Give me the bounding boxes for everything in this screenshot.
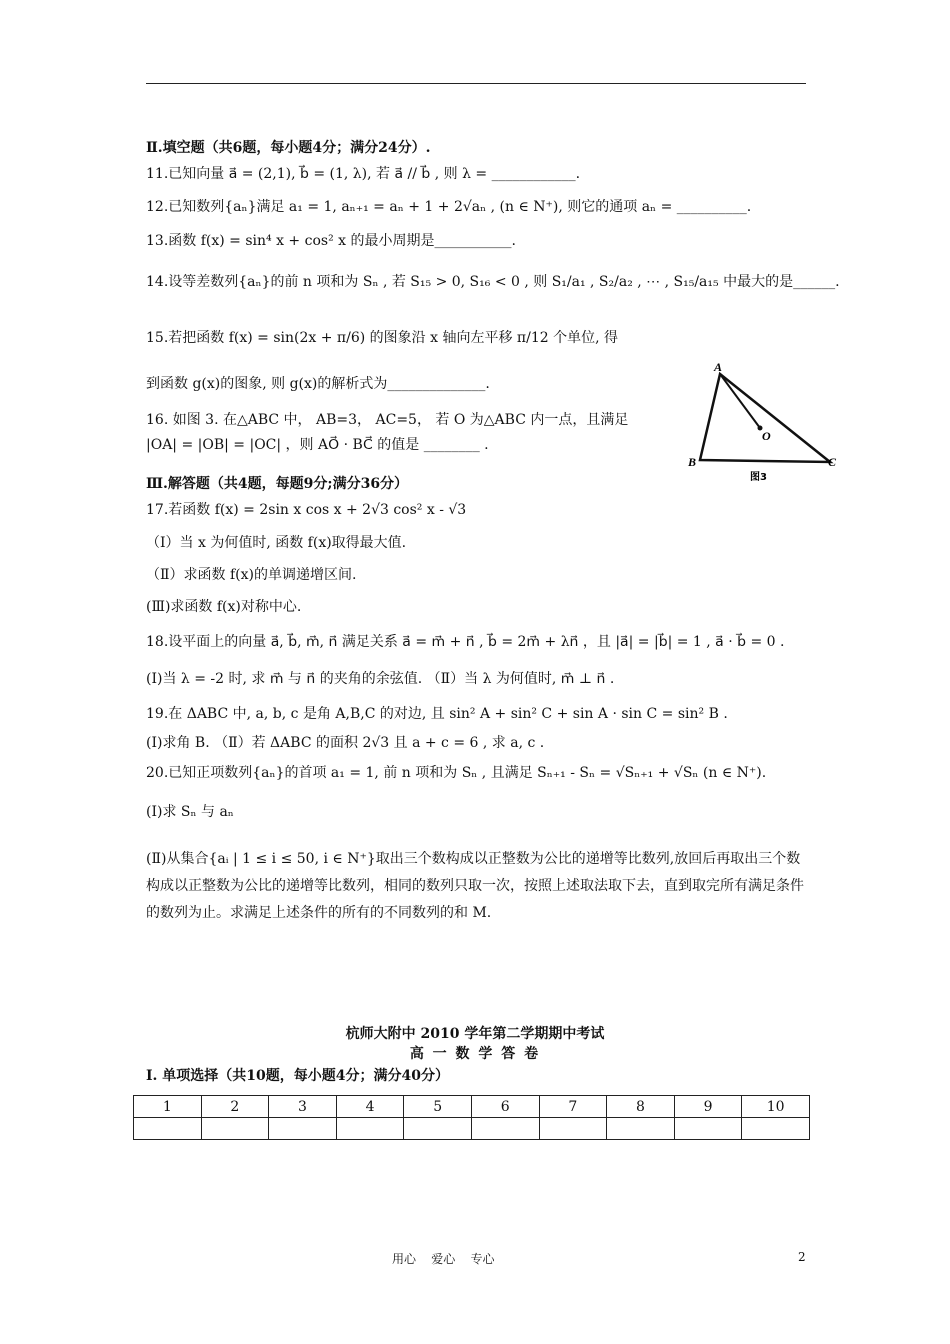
question-11: 11.已知向量 a⃗ = (2,1), b⃗ = (1, λ), 若 a⃗ // b⃗ , 则 λ = ____________. <box>146 166 581 182</box>
answer-cell[interactable] <box>201 1118 269 1140</box>
table-header-cell: 9 <box>674 1096 742 1118</box>
figure-caption: 图3 <box>750 472 767 483</box>
label-a: A <box>714 360 723 374</box>
answer-cell[interactable] <box>269 1118 337 1140</box>
question-17: 17.若函数 f(x) = 2sin x cos x + 2√3 cos² x - √3 <box>146 502 467 518</box>
page-number: 2 <box>798 1250 806 1264</box>
triangle-abc <box>700 374 830 462</box>
footer-slogan: 用心 爱心 专心 <box>392 1252 495 1266</box>
label-o: O <box>762 429 771 443</box>
section1-heading: I. 单项选择（共10题，每小题4分；满分40分） <box>146 1068 450 1084</box>
answer-cell[interactable] <box>134 1118 202 1140</box>
triangle-figure <box>682 360 842 485</box>
question-19-parts: (Ⅰ)求角 B. （Ⅱ）若 ΔABC 的面积 2√3 且 a + c = 6 , 求 a, c . <box>146 735 545 751</box>
table-header-cell: 6 <box>471 1096 539 1118</box>
question-14: 14.设等差数列{aₙ}的前 n 项和为 Sₙ , 若 S₁₅ > 0, S₁₆ < 0 , 则 S₁/a₁ , S₂/a₂ , ⋯ , S₁₅/a₁₅ 中最大的是______. <box>146 274 840 290</box>
answer-cell[interactable] <box>742 1118 810 1140</box>
section2-heading: Ⅱ.填空题（共6题，每小题4分；满分24分）. <box>146 140 431 156</box>
label-b: B <box>688 455 697 469</box>
header-rule <box>146 83 806 84</box>
table-header-cell: 4 <box>336 1096 404 1118</box>
label-c: C <box>828 455 837 469</box>
question-17-part2: （Ⅱ）求函数 f(x)的单调递增区间. <box>146 567 357 583</box>
table-answer-row <box>134 1118 810 1140</box>
question-15-line1: 15.若把函数 f(x) = sin(2x + π/6) 的图象沿 x 轴向左平移 π/12 个单位, 得 <box>146 330 618 346</box>
question-18: 18.设平面上的向量 a⃗, b⃗, m⃗, n⃗ 满足关系 a⃗ = m⃗ + n⃗ , b⃗ = 2m⃗ + λn⃗ ，且 |a⃗| = |b⃗| = 1 , a⃗ · b⃗ = 0 . <box>146 634 785 650</box>
question-20-part1: (Ⅰ)求 Sₙ 与 aₙ <box>146 804 234 820</box>
question-17-part3: (Ⅲ)求函数 f(x)对称中心. <box>146 599 302 615</box>
answer-cell[interactable] <box>471 1118 539 1140</box>
question-16-line2: |OA| = |OB| = |OC| ，则 AO⃗ · BC⃗ 的值是 ________ . <box>146 437 489 453</box>
question-18-parts: (Ⅰ)当 λ = -2 时, 求 m⃗ 与 n⃗ 的夹角的余弦值. （Ⅱ）当 λ 为何值时, m⃗ ⊥ n⃗ . <box>146 671 615 687</box>
question-13: 13.函数 f(x) = sin⁴ x + cos² x 的最小周期是___________. <box>146 233 516 249</box>
table-header-cell: 3 <box>269 1096 337 1118</box>
table-header-cell: 2 <box>201 1096 269 1118</box>
section3-heading: Ⅲ.解答题（共4题，每题9分;满分36分） <box>146 476 409 492</box>
answer-cell[interactable] <box>607 1118 675 1140</box>
table-header-cell: 8 <box>607 1096 675 1118</box>
question-20: 20.已知正项数列{aₙ}的首项 a₁ = 1, 前 n 项和为 Sₙ , 且满足 Sₙ₊₁ - Sₙ = √Sₙ₊₁ + √Sₙ (n ∈ N⁺). <box>146 765 767 781</box>
answer-cell[interactable] <box>674 1118 742 1140</box>
answer-cell[interactable] <box>336 1118 404 1140</box>
question-15-line2: 到函数 g(x)的图象, 则 g(x)的解析式为______________. <box>146 376 490 392</box>
answer-cell[interactable] <box>539 1118 607 1140</box>
table-header-cell: 7 <box>539 1096 607 1118</box>
answer-cell[interactable] <box>404 1118 472 1140</box>
answer-sheet-title: 杭师大附中 2010 学年第二学期期中考试 <box>345 1026 605 1042</box>
table-header-cell: 10 <box>742 1096 810 1118</box>
question-19: 19.在 ΔABC 中, a, b, c 是角 A,B,C 的对边, 且 sin² A + sin² C + sin A · sin C = sin² B . <box>146 706 728 722</box>
table-header-row <box>134 1096 810 1118</box>
table-header-cell: 5 <box>404 1096 472 1118</box>
question-16-line1: 16. 如图 3. 在△ABC 中， AB=3， AC=5， 若 O 为△ABC 内一点，且满足 <box>146 412 629 428</box>
table-header-cell: 1 <box>134 1096 202 1118</box>
answer-table <box>133 1095 810 1140</box>
answer-sheet-subtitle: 高 一 数 学 答 卷 <box>409 1046 541 1062</box>
question-17-part1: （Ⅰ）当 x 为何值时, 函数 f(x)取得最大值. <box>146 535 407 551</box>
question-12: 12.已知数列{aₙ}满足 a₁ = 1, aₙ₊₁ = aₙ + 1 + 2√aₙ , (n ∈ N⁺), 则它的通项 aₙ = __________. <box>146 199 752 215</box>
question-20-part2: (Ⅱ)从集合{aᵢ | 1 ≤ i ≤ 50, i ∈ N⁺}取出三个数构成以正整数为公比的递增等比数列,放回后再取出三个数构成以正整数为公比的递增等比数列，相同的数列只取一次，按照上述取法取下去，直到取完所有满足条件的数列为止。求满足上述条件的所有的不同数列的和 M. <box>146 851 804 921</box>
